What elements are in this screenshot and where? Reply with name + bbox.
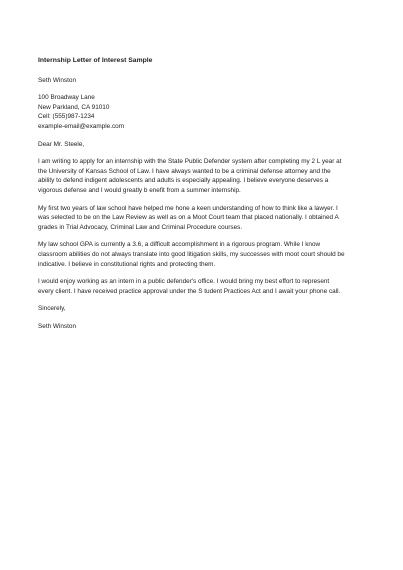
paragraph-line: ability to defend indigent adolescents and adults is especially appealing. I believe everyone deserves a [38, 177, 329, 185]
paragraph-line: My first two years of law school have helped me hone a keen understanding of how to think like a lawyer. I [38, 204, 338, 212]
salutation [38, 140, 368, 150]
signature [38, 322, 368, 332]
paragraph-closing [38, 277, 368, 296]
paragraph-line: I would enjoy working as an intern in a public defender's office. I would bring my best effort to represent [38, 278, 330, 286]
letter-title: Internship Letter of Interest Sample [38, 57, 153, 64]
sender-name [38, 76, 368, 86]
sender-address [38, 93, 368, 131]
paragraph-line: My law school GPA is currently a 3.6, a difficult accomplishment in a rigorous program. While I know [38, 241, 321, 249]
closing-text: Sincerely, [38, 305, 66, 313]
paragraph-line: classroom abilities do not always translate into good litigation skills, my successes with moot court should be [38, 250, 345, 258]
paragraph-line: vigorous defense and I would greatly b enefit from a summer internship. [38, 186, 241, 194]
address-line-street: 100 Broadway Lane [38, 94, 95, 102]
closing [38, 304, 368, 314]
sender-name-text: Seth Winston [38, 76, 77, 84]
paragraph-line: the University of Kansas School of Law. I have always wanted to be a criminal defense attorney and the [38, 167, 331, 175]
paragraph-line: grades in Trial Advocacy, Criminal Law and Criminal Procedure courses. [38, 223, 243, 231]
signature-name: Seth Winston [38, 322, 77, 330]
salutation-text: Dear Mr. Steele, [38, 140, 85, 148]
address-line-email: example-email@example.com [38, 122, 125, 130]
paragraph-experience [38, 204, 368, 233]
paragraph-line: I am writing to apply for an internship with the State Public Defender system after completing my 2 L year at [38, 158, 342, 166]
paragraph-line: indicative. I believe in constitutional rights and protecting them. [38, 260, 216, 268]
address-line-city: New Parkland, CA 91010 [38, 103, 110, 111]
paragraph-gpa [38, 240, 368, 269]
paragraph-line: was selected to be on the Law Review as well as on a Moot Court team that placed nationally. I obtained A [38, 214, 339, 222]
paragraph-intro [38, 157, 368, 195]
letter-content [38, 56, 368, 339]
address-line-phone: Cell: (555)987-1234 [38, 113, 95, 121]
paragraph-line: every client. I have received practice approval under the S tudent Practices Act and I await your phone call. [38, 287, 341, 295]
